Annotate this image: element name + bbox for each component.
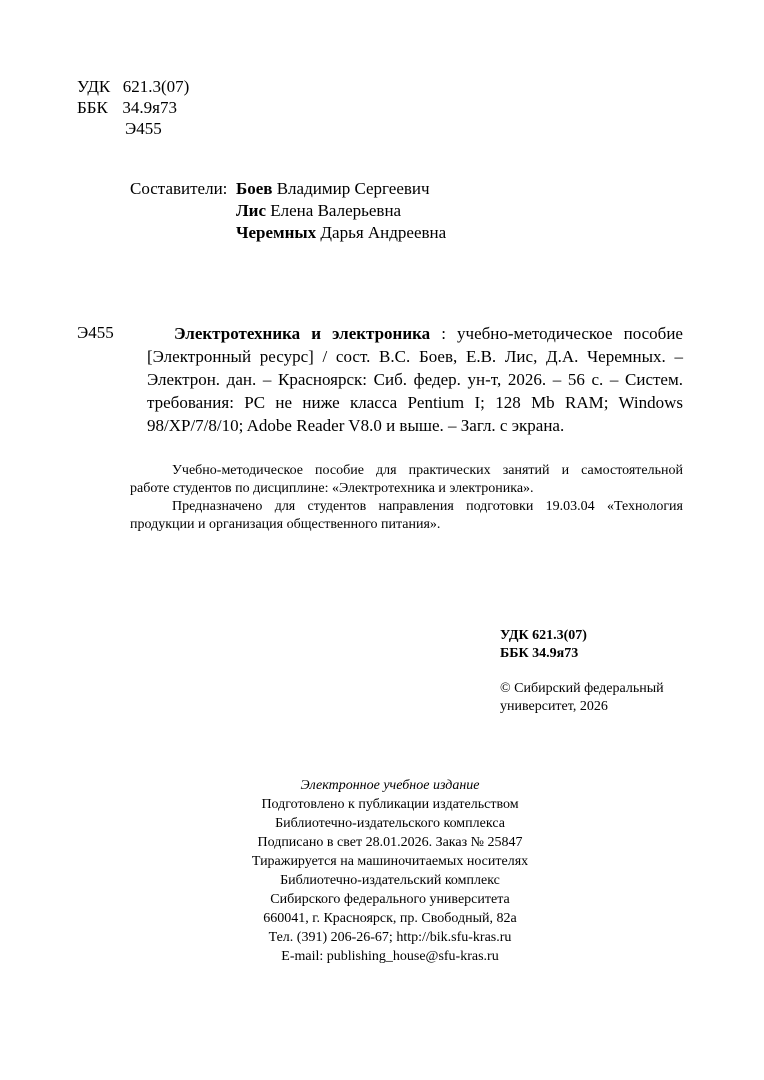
edition-type: Электронное учебное издание	[300, 778, 480, 793]
udk-line	[77, 76, 189, 97]
compilers-label: Составители:	[130, 179, 228, 198]
bbk-value: 34.9я73	[122, 98, 177, 117]
imprint-line: 660041, г. Красноярск, пр. Свободный, 82а	[263, 911, 517, 926]
description-line-1-rest: : учебно-методическое пособие	[430, 324, 683, 343]
description-line-3: Электрон. дан. – Красноярск: Сиб. федер. ун-т, 2026. – 56 с. – Систем.	[147, 370, 683, 389]
copyright-line-2: университет, 2026	[500, 699, 608, 714]
bottom-udk: УДК 621.3(07)	[500, 628, 587, 643]
imprint-line: Библиотечно-издательского комплекса	[275, 816, 505, 831]
author-mark: Э455	[125, 119, 162, 138]
imprint-line: Подписано в свет 28.01.2026. Заказ № 25847	[257, 835, 523, 850]
compiler-1	[236, 178, 430, 200]
description-line-5: 98/XP/7/8/10; Adobe Reader V8.0 и выше. – Загл. с экрана.	[147, 416, 565, 435]
udk-label: УДК	[77, 77, 111, 96]
bbk-line	[77, 97, 177, 118]
description-line-1	[147, 322, 683, 345]
compiler-2	[236, 200, 401, 222]
imprint-line: Сибирского федерального университета	[270, 892, 510, 907]
compiler-3-surname: Черемных	[236, 223, 317, 242]
bbk-label: ББК	[77, 98, 108, 117]
compiler-3	[236, 222, 446, 244]
annotation-p2-line-1: Предназначено для студентов направления подготовки 19.03.04 «Технология	[172, 499, 683, 514]
annotation-p1-line-1: Учебно-методическое пособие для практических занятий и самостоятельной	[172, 463, 683, 478]
compiler-1-surname: Боев	[236, 179, 273, 198]
compiler-2-surname: Лис	[236, 201, 267, 220]
description-line-2: [Электронный ресурс] / сост. В.С. Боев, Е.В. Лис, Д.А. Черемных. –	[147, 347, 683, 366]
imprint-line: Тиражируется на машиночитаемых носителях	[251, 854, 529, 869]
compiler-1-name: Владимир Сергеевич	[276, 179, 430, 198]
udk-value: 621.3(07)	[122, 77, 190, 96]
description-code: Э455	[77, 323, 114, 342]
annotation-p2-line-2: продукции и организация общественного питания».	[130, 517, 441, 532]
bottom-bbk: ББК 34.9я73	[500, 646, 579, 661]
description-line-4: требования: PC не ниже класса Pentium I; 128 Mb RAM; Windows	[147, 393, 683, 412]
compiler-3-name: Дарья Андреевна	[320, 223, 447, 242]
imprint-block	[130, 776, 650, 966]
book-title: Электротехника и электроника	[174, 324, 431, 343]
annotation	[130, 462, 683, 534]
imprint-line: E-mail: publishing_house@sfu-kras.ru	[281, 949, 499, 964]
imprint-line: Тел. (391) 206-26-67; http://bik.sfu-kras.ru	[268, 930, 512, 945]
copyright-line-1: © Сибирский федеральный	[500, 681, 664, 696]
compiler-2-name: Елена Валерьевна	[270, 201, 402, 220]
bibliographic-description	[147, 322, 683, 437]
imprint-line: Подготовлено к публикации издательством	[261, 797, 519, 812]
imprint-line: Библиотечно-издательский комплекс	[280, 873, 500, 888]
annotation-p1-line-2: работе студентов по дисциплине: «Электротехника и электроника».	[130, 481, 534, 496]
